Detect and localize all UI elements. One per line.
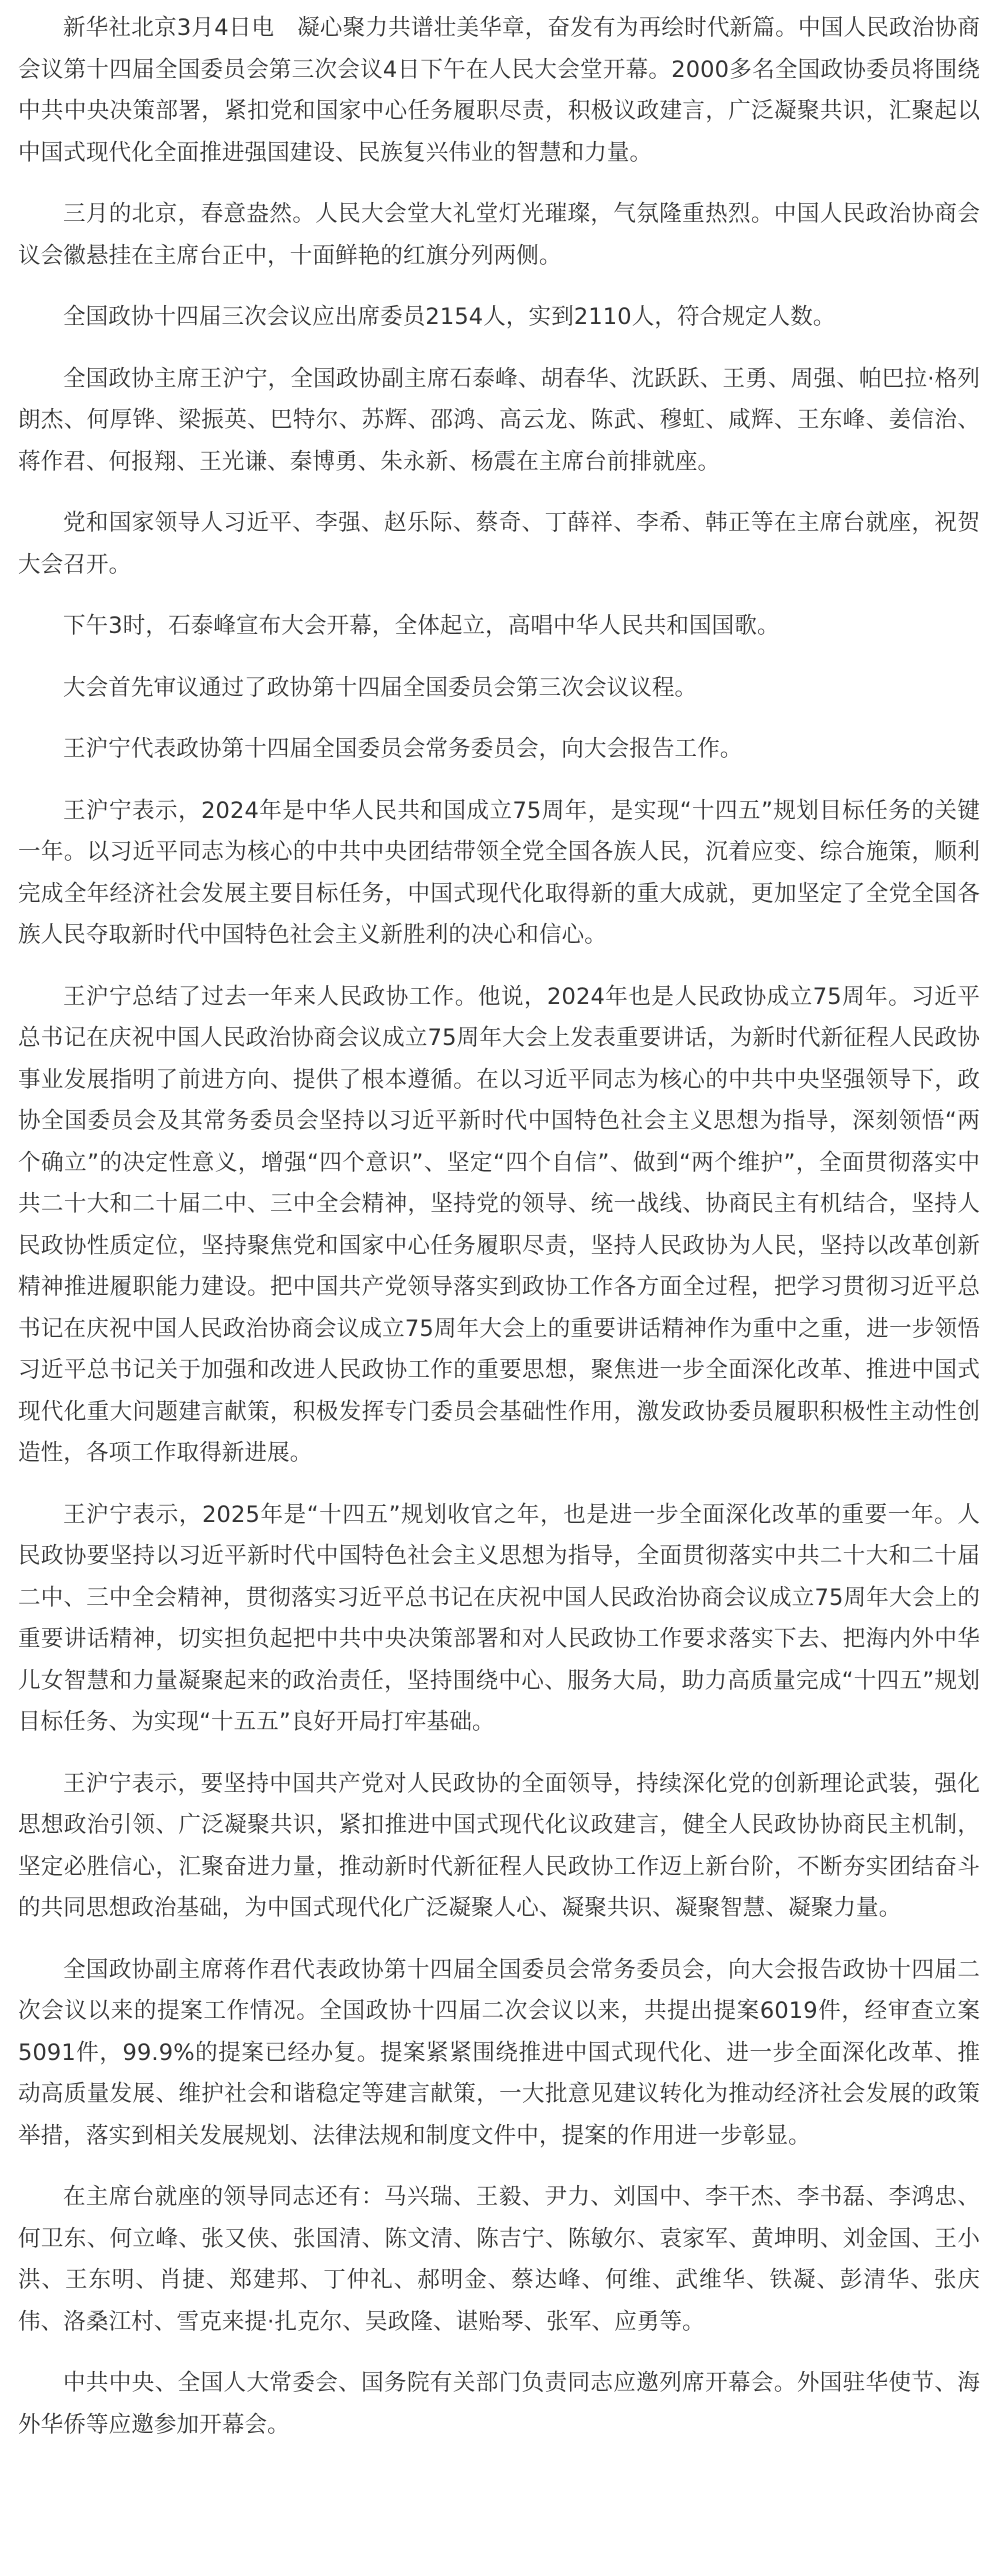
paragraph-2025-outlook: 王沪宁表示，2025年是“十四五”规划收官之年，也是进一步全面深化改革的重要一年。人民政协要坚持以习近平新时代中国特色社会主义思想为指导，全面贯彻落实中共二十大和二十届二中、三中全会精神，贯彻落实习近平总书记在庆祝中国人民政治协商会议成立75周年大会上的重要讲话精神，切实担负起把中共中央决策部署和对人民政协工作要求落实下去、把海内外中华儿女智慧和力量凝聚起来的政治责任，坚持围绕中心、服务大局，助力高质量完成“十四五”规划目标任务、为实现“十五五”良好开局打牢基础。 xyxy=(18,1501,980,1735)
paragraph-proposals-report: 全国政协副主席蒋作君代表政协第十四届全国委员会常务委员会，向大会报告政协十四届二次会议以来的提案工作情况。全国政协十四届二次会议以来，共提出提案6019件，经审查立案5091件，99.9%的提案已经办复。提案紧紧围绕推进中国式现代化、进一步全面深化改革、推动高质量发展、维护社会和谐稳定等建言献策，一大批意见建议转化为推动经济社会发展的政策举措，落实到相关发展规划、法律法规和制度文件中，提案的作用进一步彰显。 xyxy=(18,1956,980,2149)
paragraph-presidium-front-row: 全国政协主席王沪宁，全国政协副主席石泰峰、胡春华、沈跃跃、王勇、周强、帕巴拉·格列朗杰、何厚铧、梁振英、巴特尔、苏辉、邵鸿、高云龙、陈武、穆虹、咸辉、王东峰、姜信治、蒋作君、何报翔、王光谦、秦博勇、朱永新、杨震在主席台前排就座。 xyxy=(18,365,980,475)
paragraph-attendance: 全国政协十四届三次会议应出席委员2154人，实到2110人，符合规定人数。 xyxy=(63,304,836,330)
paragraph-lead: 新华社北京3月4日电 凝心聚力共谱壮美华章，奋发有为再绘时代新篇。中国人民政治协商会议第十四届全国委员会第三次会议4日下午在人民大会堂开幕。2000多名全国政协委员将围绕中共中央决策部署，紧扣党和国家中心任务履职尽责，积极议政建言，广泛凝聚共识，汇聚起以中国式现代化全面推进强国建设、民族复兴伟业的智慧和力量。 xyxy=(18,15,980,166)
paragraph-2024-review: 王沪宁表示，2024年是中华人民共和国成立75周年，是实现“十四五”规划目标任务的关键一年。以习近平同志为核心的中共中央团结带领全党全国各族人民，沉着应变、综合施策，顺利完成全年经济社会发展主要目标任务，中国式现代化取得新的重大成就，更加坚定了全党全国各族人民夺取新时代中国特色社会主义新胜利的决心和信心。 xyxy=(18,797,980,948)
paragraph-attendees: 中共中央、全国人大常委会、国务院有关部门负责同志应邀列席开幕会。外国驻华使节、海外华侨等应邀参加开幕会。 xyxy=(18,2370,980,2438)
paragraph-opening: 下午3时，石泰峰宣布大会开幕，全体起立，高唱中华人民共和国国歌。 xyxy=(63,613,780,639)
paragraph-cppcc-work-summary: 王沪宁总结了过去一年来人民政协工作。他说，2024年也是人民政协成立75周年。习近平总书记在庆祝中国人民政治协商会议成立75周年大会上发表重要讲话，为新时代新征程人民政协事业发展指明了前进方向、提供了根本遵循。在以习近平同志为核心的中共中央坚强领导下，政协全国委员会及其常务委员会坚持以习近平新时代中国特色社会主义思想为指导，深刻领悟“两个确立”的决定性意义，增强“四个意识”、坚定“四个自信”、做到“两个维护”，全面贯彻落实中共二十大和二十届二中、三中全会精神，坚持党的领导、统一战线、协商民主有机结合，坚持人民政协性质定位，坚持聚焦党和国家中心任务履职尽责，坚持人民政协为人民，坚持以改革创新精神推进履职能力建设。把中国共产党领导落实到政协工作各方面全过程，把学习贯彻习近平总书记在庆祝中国人民政治协商会议成立75周年大会上的重要讲话精神作为重中之重，进一步领悟习近平总书记关于加强和改进人民政协工作的重要思想，聚焦进一步全面深化改革、推进中国式现代化重大问题建言献策，积极发挥专门委员会基础性作用，激发政协委员履职积极性主动性创造性，各项工作取得新进展。 xyxy=(18,983,980,1466)
paragraph-other-leaders: 在主席台就座的领导同志还有：马兴瑞、王毅、尹力、刘国中、李干杰、李书磊、李鸿忠、何卫东、何立峰、张又侠、张国清、陈文清、陈吉宁、陈敏尔、袁家军、黄坤明、刘金国、王小洪、王东明、肖捷、郑建邦、丁仲礼、郝明金、蔡达峰、何维、武维华、铁凝、彭清华、张庆伟、洛桑江村、雪克来提·扎克尔、吴政隆、谌贻琴、张军、应勇等。 xyxy=(18,2184,980,2335)
paragraph-state-leaders: 党和国家领导人习近平、李强、赵乐际、蔡奇、丁薛祥、李希、韩正等在主席台就座，祝贺大会召开。 xyxy=(18,510,980,578)
paragraph-leadership: 王沪宁表示，要坚持中国共产党对人民政协的全面领导，持续深化党的创新理论武装，强化思想政治引领、广泛凝聚共识，紧扣推进中国式现代化议政建言，健全人民政协协商民主机制，坚定必胜信心，汇聚奋进力量，推动新时代新征程人民政协工作迈上新台阶，不断夯实团结奋斗的共同思想政治基础，为中国式现代化广泛凝聚人心、凝聚共识、凝聚智慧、凝聚力量。 xyxy=(18,1770,980,1921)
paragraph-scene: 三月的北京，春意盎然。人民大会堂大礼堂灯光璀璨，气氛隆重热烈。中国人民政治协商会议会徽悬挂在主席台正中，十面鲜艳的红旗分列两侧。 xyxy=(18,201,980,269)
paragraph-work-report: 王沪宁代表政协第十四届全国委员会常务委员会，向大会报告工作。 xyxy=(63,736,743,762)
paragraph-agenda: 大会首先审议通过了政协第十四届全国委员会第三次会议议程。 xyxy=(63,674,698,701)
